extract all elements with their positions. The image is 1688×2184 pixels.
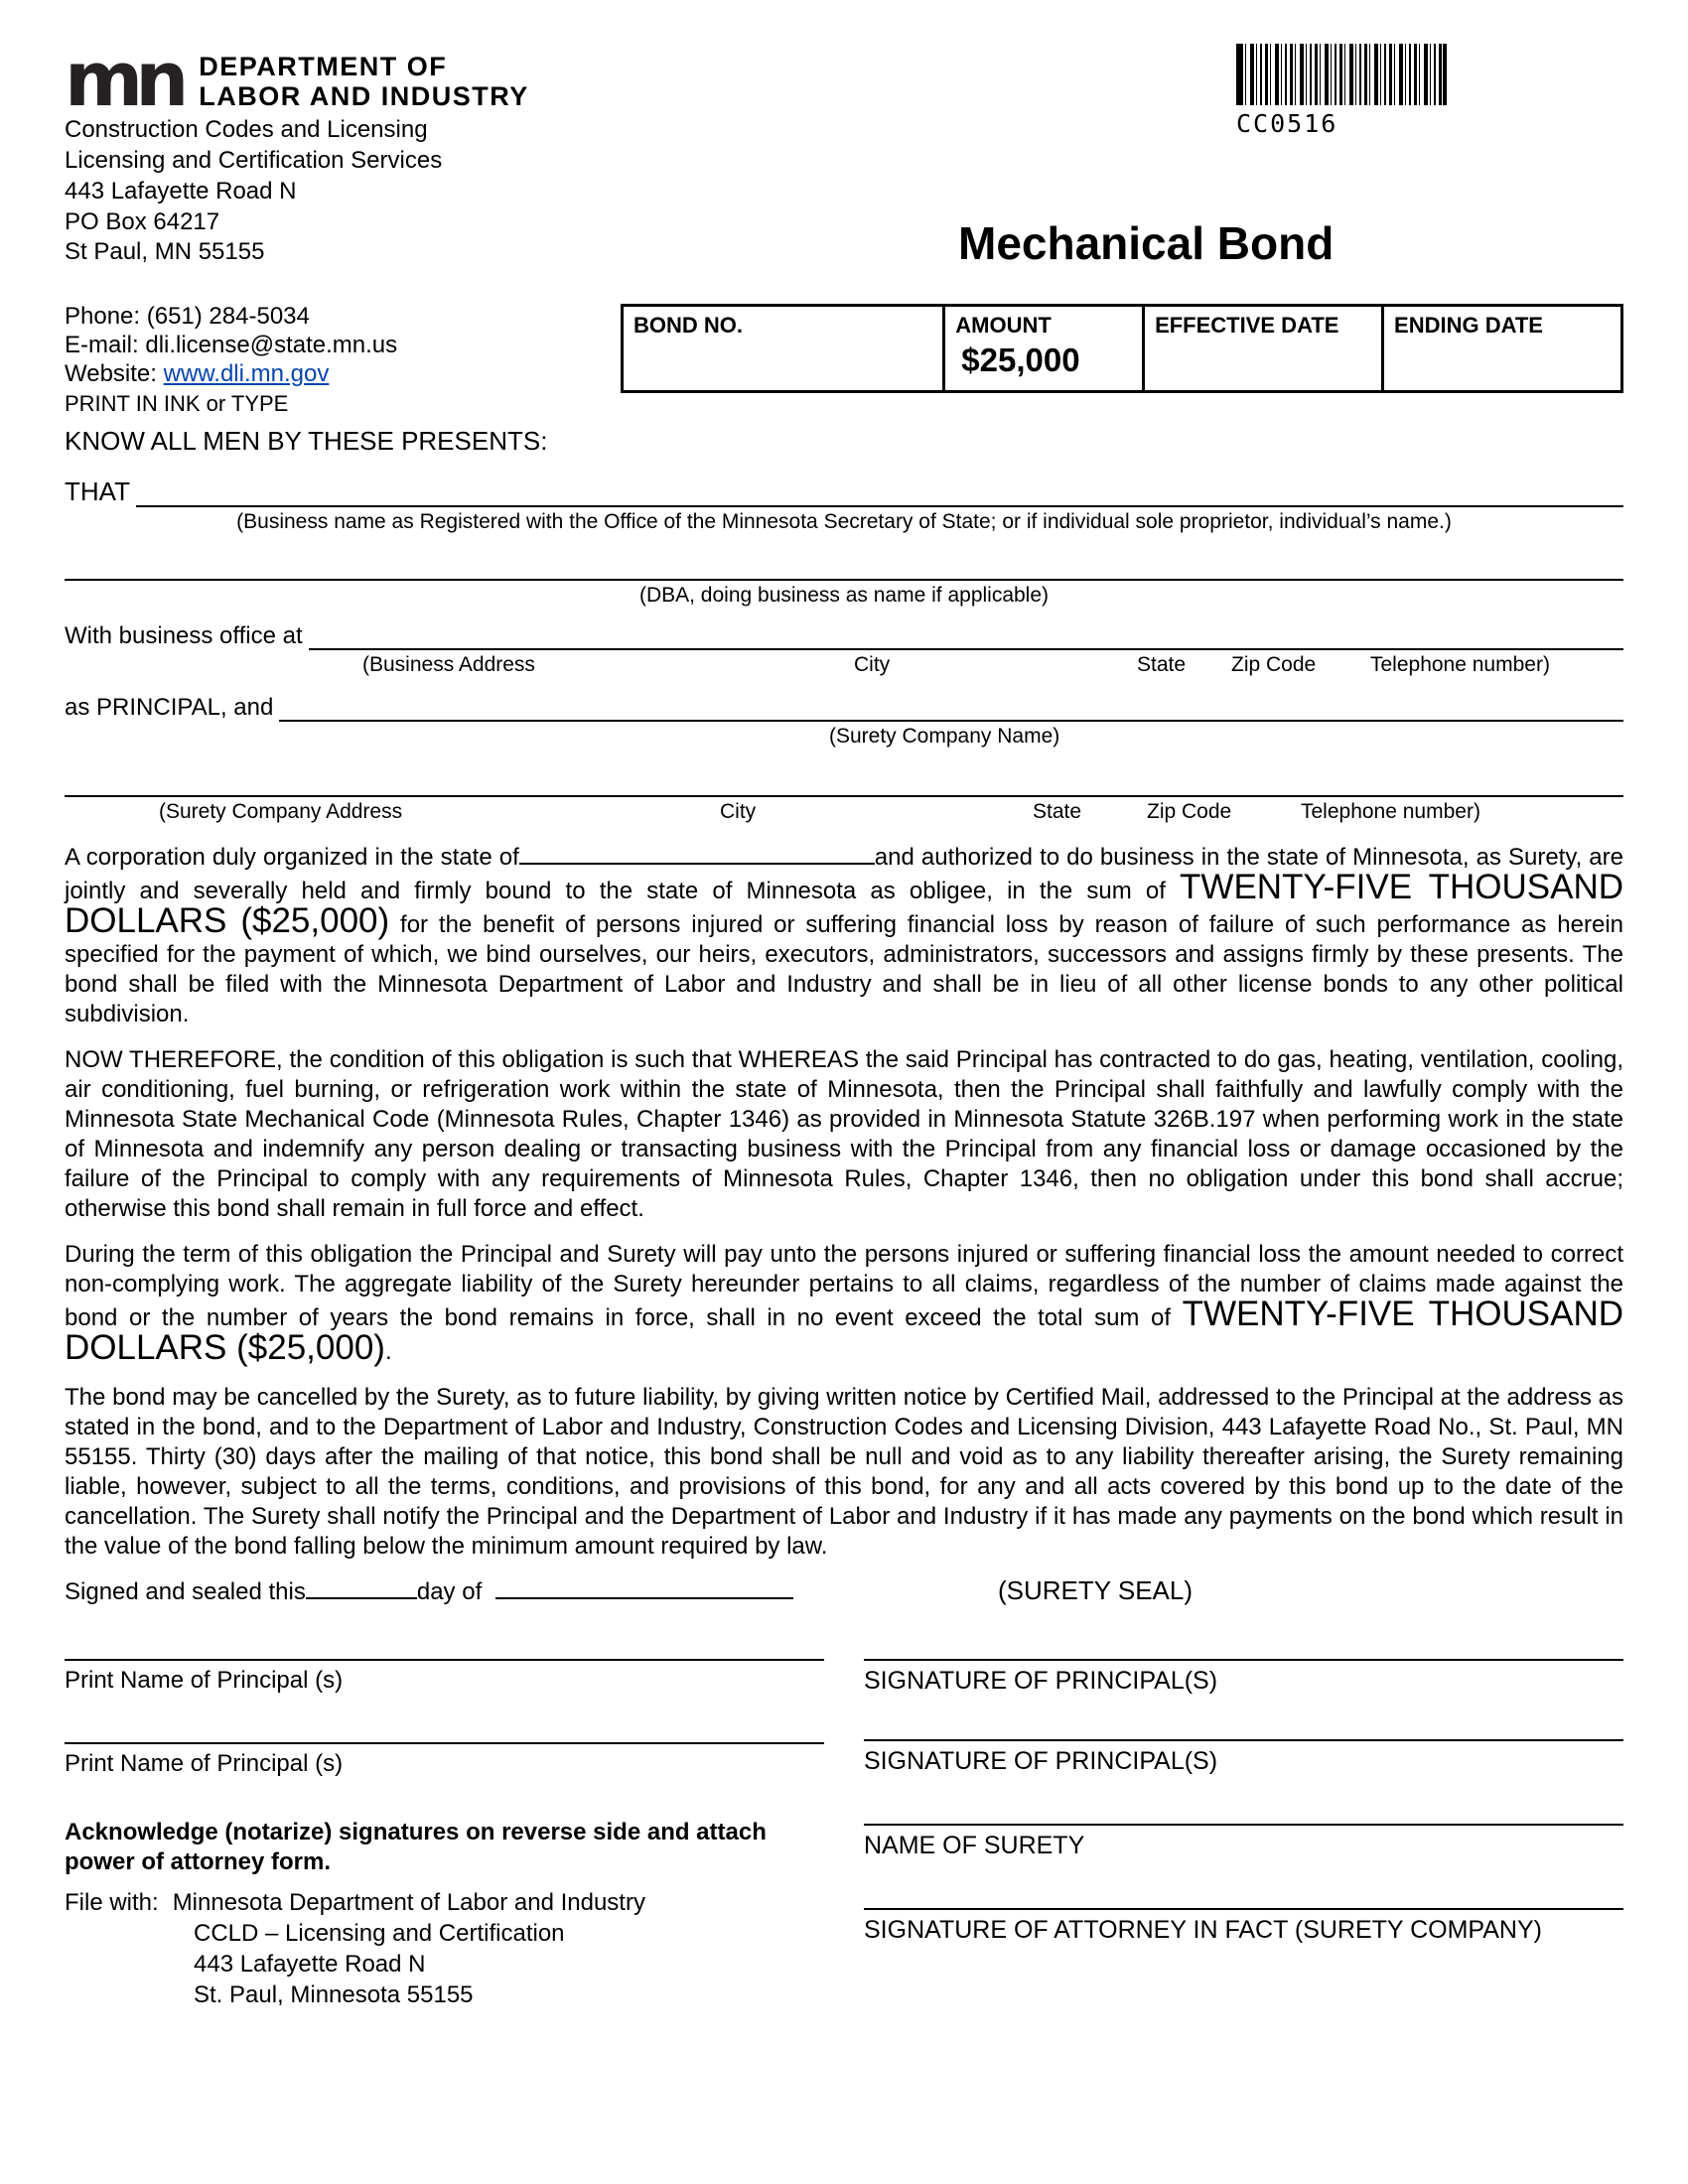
corporation-text-2: and authorized to do business in the state of Minnesota, as Surety, are jointly and severally held and firmly bound to the state of Minnesota as obligee, in the sum of — [65, 844, 1623, 904]
website-line — [65, 359, 621, 388]
signature-principal-caption-2: SIGNATURE OF PRINCIPAL(S) — [864, 1747, 1218, 1775]
principal-label: as PRINCIPAL, and — [65, 694, 274, 721]
barcode-label: CC0516 — [1236, 109, 1338, 138]
acknowledge-note: Acknowledge (notarize) signatures on reverse side and attach power of attorney form. — [65, 1819, 767, 1875]
file-with-city: St. Paul, Minnesota 55155 — [194, 1981, 474, 2008]
signature-column-gap — [824, 1659, 864, 2010]
surety-address-caption-address: (Surety Company Address — [159, 800, 403, 823]
bond-no-label: BOND NO. — [633, 313, 743, 338]
amount-in-words-1: TWENTY-FIVE THOUSAND DOLLARS ($25,000) — [65, 868, 1623, 940]
header — [65, 35, 1623, 290]
signature-section — [65, 1659, 1623, 2010]
barcode-block — [1236, 44, 1465, 138]
corporation-text-1: A corporation duly organized in the state of — [65, 844, 519, 871]
signed-sealed-row — [65, 1575, 1623, 1613]
surety-address-caption-phone: Telephone number) — [1301, 800, 1480, 823]
paragraph-during-term — [65, 1240, 1623, 1367]
blank-surety-address — [65, 773, 1623, 797]
department-name — [199, 50, 529, 111]
file-with-agency: Minnesota Department of Labor and Industry — [172, 1889, 645, 1916]
day-of-label: day of — [416, 1578, 483, 1605]
division-line: 443 Lafayette Road N — [65, 177, 297, 205]
business-address-caption-address: (Business Address — [362, 653, 535, 676]
surety-seal-label: (SURETY SEAL) — [998, 1575, 1194, 1605]
bond-no-cell — [624, 307, 942, 390]
signature-principal-row-2 — [864, 1739, 1623, 1776]
ending-date-label: ENDING DATE — [1394, 313, 1543, 338]
business-address-caption-city: City — [854, 653, 891, 676]
attorney-in-fact-caption: SIGNATURE OF ATTORNEY IN FACT (SURETY COMPANY) — [864, 1916, 1542, 1944]
blank-month — [495, 1575, 793, 1599]
signature-principal-caption-1: SIGNATURE OF PRINCIPAL(S) — [864, 1667, 1218, 1695]
surety-address-caption-state: State — [1033, 800, 1082, 823]
blank-state-of — [519, 841, 875, 865]
blank-principal-name-2 — [65, 1742, 824, 1744]
surety-address-caption-zip: Zip Code — [1147, 800, 1232, 823]
ending-date-cell — [1381, 307, 1620, 390]
surety-name-caption-row — [65, 724, 1623, 750]
file-with-block — [65, 1887, 824, 2010]
division-address — [65, 115, 1623, 268]
blank-dba — [65, 557, 1623, 581]
signature-right-column — [864, 1659, 1623, 2010]
print-in-ink-note: PRINT IN INK or TYPE — [65, 391, 289, 416]
paragraph-now-therefore: NOW THEREFORE, the condition of this obligation is such that WHEREAS the said Principal has contracted to do gas, heating, ventilation, cooling, air conditioning, fuel burning, or refrigeration work within the state of Minnesota, then the Principal shall faithfully and lawfully comply with the Minnesota State Mechanical Code (Minnesota Rules, Chapter 1346) as provided in Minnesota Statute 326B.197 when performing work in the state of Minnesota and indemnify any person dealing or transacting business with the Principal from any financial loss or damage occasioned by the failure of the Principal to comply with any requirements of Minnesota Rules, Chapter 1346, then no obligation under this bond shall accrue; otherwise this bond shall remain in full force and effect. — [65, 1046, 1623, 1222]
name-of-surety-row — [864, 1824, 1623, 1860]
attorney-in-fact-row — [864, 1908, 1623, 1945]
email-line: E-mail: dli.license@state.mn.us — [65, 332, 398, 358]
principal-name-row-2 — [65, 1742, 824, 1778]
file-with-row — [65, 1887, 824, 1918]
amount-in-words-2: TWENTY-FIVE THOUSAND DOLLARS ($25,000) — [65, 1295, 1624, 1367]
blank-day — [306, 1575, 417, 1599]
blank-business-name — [136, 478, 1623, 507]
during-term-text: During the term of this obligation the Principal and Surety will pay unto the persons injured or suffering financial loss the amount needed to correct non-complying work. The aggregate liability of the Surety hereunder pertains to all claims, regardless of the number of claims made against the bond or the number of years the bond remains in force, shall in no event exceed the total sum of — [65, 1241, 1623, 1331]
amount-cell — [942, 307, 1142, 390]
dba-caption: (DBA, doing business as name if applicable) — [638, 584, 1050, 607]
business-address-caption — [65, 652, 1623, 678]
department-name-line2: LABOR AND INDUSTRY — [199, 81, 529, 112]
division-line: St Paul, MN 55155 — [65, 238, 265, 266]
blank-surety-name — [279, 692, 1623, 722]
website-link[interactable]: www.dli.mn.gov — [163, 360, 330, 387]
signature-left-column — [65, 1659, 824, 2010]
surety-name-caption: (Surety Company Name) — [829, 725, 1060, 748]
effective-date-label: EFFECTIVE DATE — [1155, 313, 1339, 338]
principal-name-row-1 — [65, 1659, 824, 1695]
barcode-image — [1236, 44, 1447, 105]
division-line: Construction Codes and Licensing — [65, 116, 428, 144]
file-with-street: 443 Lafayette Road N — [194, 1951, 426, 1978]
that-row — [65, 477, 1623, 507]
business-name-caption: (Business name as Registered with the Office of the Minnesota Secretary of State; or if individual sole proprietor, individual’s name.) — [236, 510, 1452, 533]
division-line: Licensing and Certification Services — [65, 147, 443, 175]
blank-principal-name-1 — [65, 1659, 824, 1661]
file-with-label: File with: — [65, 1889, 159, 1916]
business-address-caption-state: State — [1137, 653, 1187, 676]
principal-name-caption-2: Print Name of Principal (s) — [65, 1750, 344, 1777]
surety-address-caption — [65, 799, 1623, 825]
business-address-caption-phone: Telephone number) — [1370, 653, 1550, 676]
business-office-row — [65, 620, 1623, 650]
bond-info-table — [621, 304, 1623, 393]
business-address-caption-zip: Zip Code — [1231, 653, 1317, 676]
contact-block — [65, 302, 621, 418]
name-of-surety-caption: NAME OF SURETY — [864, 1832, 1085, 1859]
contact-and-bond-row — [65, 302, 1623, 418]
amount-value: $25,000 — [961, 341, 1080, 378]
division-line: PO Box 64217 — [65, 207, 220, 235]
website-label: Website: — [65, 360, 164, 387]
file-with-ccld: CCLD – Licensing and Certification — [194, 1920, 565, 1947]
mn-logo: mn — [65, 35, 182, 123]
paragraph-cancellation: The bond may be cancelled by the Surety, as to future liability, by giving written notice by Certified Mail, addressed to the Principal at the address as stated in the bond, and to the Department of Labor and Industry, Construction Codes and Licensing Division, 443 Lafayette Road No., St. Paul, MN 55155. Thirty (30) days after the mailing of that notice, this bond shall be null and void as to any liability thereafter arising, the Surety remaining liable, however, subject to all the terms, conditions, and provisions of this bond, for any and all acts covered by this bond up to the date of the cancellation. The Surety shall notify the Principal and the Department of Labor and Industry if it has made any payments on the bond which result in the value of the bond falling below the minimum amount required by law. — [65, 1384, 1623, 1560]
signature-principal-row-1 — [864, 1659, 1623, 1696]
blank-signature-principal-2 — [864, 1739, 1623, 1741]
effective-date-cell — [1142, 307, 1381, 390]
blank-business-address — [309, 620, 1623, 650]
blank-name-of-surety — [864, 1824, 1623, 1826]
presents-heading: KNOW ALL MEN BY THESE PRESENTS: — [65, 426, 548, 456]
corporation-text-3: for the benefit of persons injured or suffering financial loss by reason of failure of such performance as herein specified for the payment of which, we bind ourselves, our heirs, executors, administrators, successors and assigns firmly by these presents. The bond shall be filed with the Minnesota Department of Labor and Industry and shall be in lieu of all other license bonds to any other political subdivision. — [65, 911, 1623, 1027]
during-term-period: . — [384, 1338, 392, 1365]
blank-attorney-in-fact — [864, 1908, 1623, 1910]
surety-address-caption-city: City — [720, 800, 757, 823]
principal-name-caption-1: Print Name of Principal (s) — [65, 1667, 344, 1694]
business-office-label: With business office at — [65, 622, 303, 649]
signed-sealed-label: Signed and sealed this — [65, 1578, 306, 1605]
paragraph-corporation — [65, 841, 1623, 1029]
form-title: Mechanical Bond — [958, 217, 1335, 269]
that-label: THAT — [65, 477, 130, 506]
blank-signature-principal-1 — [864, 1659, 1623, 1661]
department-name-line1: DEPARTMENT OF — [199, 52, 448, 81]
principal-row — [65, 692, 1623, 722]
phone-line: Phone: (651) 284-5034 — [65, 303, 310, 330]
amount-label: AMOUNT — [955, 313, 1052, 338]
